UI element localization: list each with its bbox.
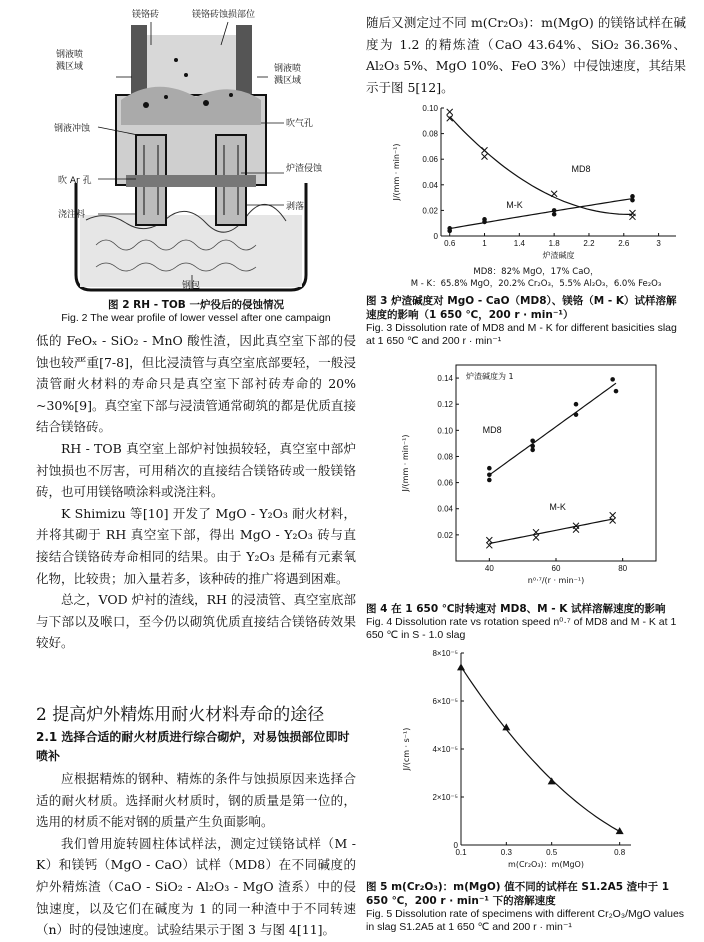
plot-frame — [456, 365, 656, 561]
x-tick-label: 1.8 — [548, 239, 560, 248]
series-line-md8 — [489, 383, 616, 475]
fig2-label-slag-erosion: 炉渣侵蚀 — [286, 164, 323, 174]
x-tick-label: 60 — [551, 564, 561, 573]
figure-5-chart — [366, 645, 686, 875]
subsection-heading: 2.1 选择合适的耐火材质进行综合砌炉，对易蚀损部位即时喷补 — [36, 730, 350, 763]
series-label: MD8 — [482, 424, 502, 435]
right-paragraph-1: 随后又测定过不同 m(Cr₂O₃)：m(MgO) 的镁铬试样在碱度为 1.2 的精炼渣（CaO 43.64%、SiO₂ 36.36%、Al₂O₃ 5%、MgO 10%、FeO 3%）中侵蚀速度，其结果示于图 5[12]。 — [366, 15, 686, 95]
data-point — [447, 109, 453, 115]
data-point — [574, 402, 579, 407]
x-tick-label: 1.4 — [513, 239, 525, 248]
y-tick-label: 4×10⁻⁵ — [432, 745, 458, 754]
y-tick-label: 0.06 — [422, 155, 438, 165]
fig2-label-eroded-area: 镁铬砖蚀损部位 — [192, 10, 256, 20]
data-point — [552, 212, 557, 217]
series-line-m-k — [450, 199, 633, 229]
fig2-caption-en: Fig. 2 The wear profile of lower vessel after one campaign — [61, 312, 331, 324]
data-point — [630, 198, 635, 203]
x-tick-label: 0.8 — [614, 848, 626, 857]
y-tick-label: 0.04 — [437, 504, 453, 514]
left-paragraph-4: 总之，VOD 炉衬的渣线，RH 的浸渍管、真空室底部与下部以及喉口，至今仍以砌筑优质直接结合镁铬砖效果较好。 — [36, 592, 356, 651]
x-tick-label: 2.6 — [618, 239, 630, 248]
y-tick-label: 0.04 — [422, 180, 438, 190]
series-label: M-K — [506, 199, 523, 210]
fig2-label-spalling: 剥落 — [286, 202, 305, 212]
plot-frame — [461, 653, 631, 845]
y-tick-label: 0.10 — [437, 426, 453, 436]
figure-3-chart — [366, 100, 686, 260]
y-tick-label: 8×10⁻⁵ — [432, 649, 458, 658]
x-tick-label: 80 — [618, 564, 628, 573]
x-tick-label: 0.1 — [455, 848, 467, 857]
data-point — [482, 147, 488, 153]
data-point — [487, 472, 492, 477]
fig2-label-ar-hole: 吹 Ar 孔 — [58, 176, 92, 186]
data-point — [574, 412, 579, 417]
fig2-label-exhaust-hole: 吹气孔 — [286, 119, 314, 129]
data-point — [487, 478, 492, 483]
data-point — [457, 663, 465, 670]
fig2-label-spray-left-1: 钢液喷 — [56, 50, 84, 60]
data-point — [573, 527, 579, 533]
left-paragraph-5: 应根据精炼的钢种、精炼的条件与蚀损原因来选择合适的耐火材质。选择耐火材质时，钢的质量是第一位的，选用的材质不能对钢的质量产生负面影响。 — [36, 771, 356, 830]
y-tick-label: 0.08 — [422, 129, 438, 139]
series-label: M-K — [549, 502, 566, 513]
fig2-caption-cn: 图 2 RH - TOB 一炉役后的侵蚀情况 — [108, 299, 284, 311]
data-point — [482, 154, 488, 160]
fig5-caption-en: Fig. 5 Dissolution rate of specimens with different Cr₂O₃/MgO values in slag S1.2A5 at 1 650 ℃ and 200 r · min⁻¹ — [366, 908, 685, 933]
y-tick-label: 0.08 — [437, 452, 453, 462]
fig3-caption-en: Fig. 3 Dissolution rate of MD8 and M - K for different basicities slag at 1 650 ℃ and 200 r · min⁻¹ — [366, 322, 677, 347]
y-tick-label: 0 — [453, 841, 458, 850]
figure-4-chart — [366, 355, 686, 605]
left-paragraph-2: RH - TOB 真空室上部炉衬蚀损较轻，真空室中部炉衬蚀损也不厉害，可用稍次的直接结合镁铬砖或一般镁铬砖，也可用镁铬喷涂料或浇注料。 — [36, 440, 356, 500]
fig4-caption-cn: 图 4 在 1 650 ℃时转速对 MD8、M - K 试样溶解速度的影响 — [366, 603, 666, 615]
data-point — [447, 229, 452, 234]
data-point — [551, 191, 557, 197]
figure-2-diagram — [36, 5, 356, 295]
fig2-label-spray-right-2: 溅区域 — [274, 76, 302, 86]
data-point — [610, 512, 616, 518]
data-point — [610, 517, 616, 523]
data-point — [530, 438, 535, 443]
series-label: MD8 — [571, 164, 591, 174]
left-paragraph-3: K Shimizu 等[10] 开发了 MgO - Y₂O₃ 耐火材料，并将其砌于 RH 真空室下部，得出 MgO - Y₂O₃ 砖与直接结合镁铬砖寿命相同的结果。由于 Y₂O₃ 是稀有元素氧化物，比较贵；加入量若多，该种砖的推广将遇到困难。 — [36, 505, 356, 586]
fig2-label-spray-left-2: 溅区域 — [56, 62, 84, 72]
x-axis-label: 炉渣碱度 — [542, 251, 575, 260]
fig2-label-castable: 浇注料 — [58, 210, 86, 220]
plot-frame — [441, 108, 676, 236]
data-point — [616, 827, 624, 834]
left-paragraph-1: 低的 FeOₓ - SiO₂ - MnO 酸性渣，因此真空室下部的侵蚀也较严重[7-8]，但比浸渍管与真空室底部要轻，一般浸渍管耐火材料的寿命只是真空室下部衬砖寿命的 20% ~30%[9]。真空室下部与浸渍管通常砌筑的都是优质直接结合镁铬砖。 — [36, 333, 356, 435]
y-tick-label: 0.02 — [437, 530, 453, 540]
y-tick-label: 6×10⁻⁵ — [432, 697, 458, 706]
fig3-note-1: MD8：82% MgO，17% CaO， — [473, 267, 599, 277]
y-tick-label: 0.14 — [437, 374, 453, 384]
y-tick-label: 2×10⁻⁵ — [432, 793, 458, 802]
fig2-label-ladle: 钢包 — [182, 281, 201, 291]
y-tick-label: 0.02 — [422, 206, 438, 216]
x-tick-label: 40 — [484, 564, 494, 573]
y-axis-label: J/(mm · min⁻¹) — [401, 434, 410, 492]
x-tick-label: 2.2 — [583, 239, 595, 248]
y-axis-label: J/(cm · s⁻¹) — [402, 727, 411, 771]
data-point — [482, 220, 487, 225]
series-line-m-k — [489, 519, 612, 543]
left-paragraph-6: 我们曾用旋转圆柱体试样法，测定过镁铬试样（M - K）和镁钙（MgO - CaO）试样（MD8）在不同碱度的炉外精炼渣（CaO - SiO₂ - Al₂O₃ - MgO 渣系）中的侵蚀速度，以及它们在碱度为 1 的同一种渣中于不同转速（n）时的侵蚀速度。试验结果示于图 3 与图 4[11]。 — [36, 835, 356, 938]
x-tick-label: 3 — [656, 239, 661, 248]
fig2-label-mgcr-brick: 镁铬砖 — [132, 10, 160, 20]
y-tick-label: 0.10 — [422, 104, 438, 113]
fig2-label-spray-right-1: 钢液喷 — [274, 64, 302, 74]
x-tick-label: 0.6 — [444, 239, 456, 248]
series-line-md8 — [450, 117, 633, 215]
x-tick-label: 0.3 — [500, 848, 512, 857]
x-tick-label: 0.5 — [546, 848, 558, 857]
section-heading: 2 提高炉外精炼用耐火材料寿命的途径 — [36, 705, 325, 725]
data-point — [487, 466, 492, 471]
x-axis-label: n⁰·⁷/(r · min⁻¹) — [527, 576, 585, 585]
fig2-label-steel-erosion: 钢液冲蚀 — [54, 124, 91, 134]
x-axis-label: m(Cr₂O₃)：m(MgO) — [508, 860, 584, 869]
data-point — [610, 377, 615, 382]
data-point — [614, 389, 619, 394]
data-point — [548, 777, 556, 784]
y-axis-label: J/(mm · min⁻¹) — [392, 143, 401, 201]
y-tick-label: 0.06 — [437, 478, 453, 488]
data-point — [533, 534, 539, 540]
data-point — [530, 444, 535, 449]
fig4-caption-en: Fig. 4 Dissolution rate vs rotation speed n⁰·⁷ of MD8 and M - K at 1 650 ℃ in S - 1.0 slag — [366, 616, 677, 641]
chart-annotation: 炉渣碱度为 1 — [466, 372, 514, 381]
data-point — [530, 448, 535, 453]
data-point — [486, 537, 492, 543]
fig3-note-2: M - K：65.8% MgO，20.2% Cr₂O₃，5.5% Al₂O₃，6.0% Fe₂O₃ — [410, 279, 662, 289]
fig3-caption-cn: 图 3 炉渣碱度对 MgO - CaO（MD8）、镁铬（M - K）试样溶解速度的影响（1 650 ℃，200 r · min⁻¹） — [366, 295, 677, 321]
y-tick-label: 0.12 — [437, 400, 453, 410]
fig5-caption-cn: 图 5 m(Cr₂O₃)：m(MgO) 值不同的试样在 S1.2A5 渣中于 1 650 ℃，200 r · min⁻¹ 下的溶解速度 — [366, 881, 670, 907]
x-tick-label: 1 — [482, 239, 487, 248]
series-line-data — [461, 667, 620, 832]
y-tick-label: 0 — [433, 232, 438, 241]
